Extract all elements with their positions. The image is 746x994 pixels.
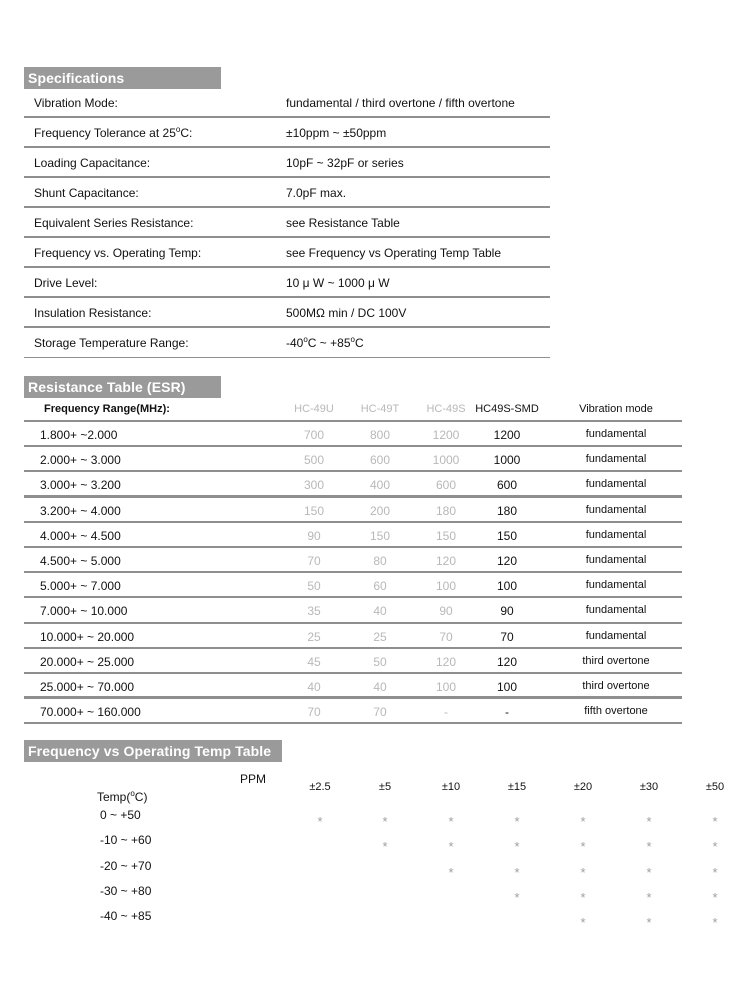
cell-hc49s: - [444, 705, 448, 720]
cell-frequency-range: 2.000+ ~ 3.000 [40, 453, 121, 468]
cell-frequency-range: 7.000+ ~ 10.000 [40, 604, 128, 619]
cell-hc49t: 80 [373, 553, 387, 568]
cell-vibration-mode: fundamental [585, 604, 647, 617]
ppm-column-header: ±2.5 [309, 781, 331, 793]
star-mark-icon: * [646, 915, 652, 931]
star-mark-icon: * [646, 814, 652, 829]
cell-hc49s-smd: 1200 [493, 428, 521, 442]
cell-vibration-mode: fundamental [585, 579, 647, 592]
star-mark-icon: * [514, 864, 520, 880]
cell-hc49t: 150 [369, 528, 391, 543]
cell-hc49s-smd: 150 [496, 528, 518, 543]
spec-label: Storage Temperature Range: [34, 336, 189, 350]
star-mark-icon: * [712, 915, 718, 931]
cell-hc49u: 300 [303, 478, 325, 493]
cell-hc49s: 90 [439, 604, 453, 619]
header-hc49s-smd: HC49S-SMD [475, 403, 539, 415]
cell-hc49s-smd: 120 [496, 553, 518, 568]
spec-label: Frequency vs. Operating Temp: [34, 246, 202, 260]
resistance-table-title: Resistance Table (ESR) [24, 376, 221, 398]
cell-hc49t: 70 [373, 705, 387, 720]
cell-hc49s: 70 [439, 629, 453, 644]
header-hc49u: HC-49U [294, 403, 334, 415]
cell-hc49u: 70 [307, 553, 321, 568]
resistance-table-body [24, 422, 682, 724]
cell-hc49u: 50 [307, 579, 321, 594]
cell-frequency-range: 3.000+ ~ 3.200 [40, 478, 121, 493]
table-row [24, 573, 682, 598]
table-row [24, 548, 682, 573]
spec-value: see Resistance Table [286, 216, 400, 230]
cell-hc49t: 40 [373, 679, 387, 694]
spec-value: -40$^o$C ~ $+85^oC$ [286, 335, 364, 350]
temp-table-title: Frequency vs Operating Temp Table [24, 740, 282, 762]
star-mark-icon: * [514, 889, 520, 905]
star-mark-icon: * [580, 889, 586, 905]
header-hc49s: HC-49S [426, 403, 466, 415]
temp-range-label: -40 ~ +85 [100, 909, 152, 924]
cell-frequency-range: 20.000+ ~ 25.000 [40, 654, 135, 669]
cell-hc49u: 500 [303, 453, 325, 468]
cell-vibration-mode: fundamental [585, 478, 647, 491]
star-mark-icon: * [580, 915, 586, 931]
star-mark-icon: * [382, 839, 388, 855]
temp-range-label: 0 ~ +50 [100, 808, 141, 822]
cell-vibration-mode: fundamental [585, 453, 647, 466]
cell-hc49s: 100 [435, 579, 457, 594]
cell-hc49t: 800 [369, 428, 391, 442]
cell-frequency-range: 70.000+ ~ 160.000 [40, 705, 141, 720]
star-mark-icon: * [514, 814, 520, 829]
cell-frequency-range: 3.200+ ~ 4.000 [40, 503, 121, 518]
spec-label: Insulation Resistance: [34, 306, 152, 320]
specifications-title: Specifications [24, 67, 221, 89]
cell-vibration-mode: third overtone [582, 654, 650, 667]
spec-row [24, 118, 550, 148]
ppm-column-header: ±5 [378, 781, 392, 793]
star-mark-icon: * [382, 814, 388, 829]
table-row [24, 422, 682, 447]
star-mark-icon: * [646, 864, 652, 880]
header-vibration-mode: Vibration mode [579, 403, 653, 415]
ppm-label: PPM [240, 772, 267, 786]
cell-hc49s: 100 [435, 679, 457, 694]
cell-hc49s: 150 [435, 528, 457, 543]
table-row [24, 674, 682, 699]
cell-hc49s-smd: 100 [496, 579, 518, 594]
cell-frequency-range: 25.000+ ~ 70.000 [40, 679, 135, 694]
star-mark-icon: * [712, 864, 718, 880]
cell-hc49s: 1000 [432, 453, 460, 468]
resistance-table-header [24, 398, 682, 422]
cell-hc49s-smd: 1000 [493, 453, 521, 468]
cell-hc49u: 70 [307, 705, 321, 720]
star-mark-icon: * [580, 814, 586, 829]
table-row [24, 472, 682, 497]
cell-frequency-range: 4.000+ ~ 4.500 [40, 528, 121, 543]
ppm-column-header: ±30 [639, 781, 659, 793]
temp-label: Temp($^o$C) [97, 789, 148, 804]
spec-value: ±10ppm ~ ±50ppm [286, 126, 387, 140]
star-mark-icon: * [712, 839, 718, 855]
cell-vibration-mode: fundamental [585, 428, 647, 440]
cell-hc49u: 35 [307, 604, 321, 619]
cell-hc49u: 45 [307, 654, 321, 669]
table-row [24, 523, 682, 548]
cell-hc49t: 60 [373, 579, 387, 594]
cell-vibration-mode: fundamental [585, 553, 647, 566]
temp-range-label: -30 ~ +80 [100, 883, 152, 898]
ppm-column-header: ±20 [573, 781, 593, 793]
temp-row [0, 884, 746, 904]
table-row [24, 624, 682, 649]
cell-vibration-mode: fundamental [585, 629, 647, 642]
cell-vibration-mode: third overtone [582, 679, 650, 692]
table-row [24, 649, 682, 674]
cell-hc49u: 150 [303, 503, 325, 518]
cell-frequency-range: 4.500+ ~ 5.000 [40, 553, 121, 568]
temp-row [0, 859, 746, 879]
temp-range-label: -20 ~ +70 [100, 858, 152, 873]
spec-label: Drive Level: [34, 276, 98, 290]
spec-row [24, 268, 550, 298]
cell-hc49u: 90 [307, 528, 321, 543]
cell-hc49t: 50 [373, 654, 387, 669]
cell-hc49s: 120 [435, 553, 457, 568]
spec-row [24, 148, 550, 178]
spec-label: Shunt Capacitance: [34, 186, 139, 200]
cell-hc49s-smd: 70 [500, 629, 514, 644]
spec-label: Frequency Tolerance at 25$^o$C: [34, 125, 193, 140]
table-row [24, 447, 682, 472]
star-mark-icon: * [712, 814, 718, 829]
header-hc49t: HC-49T [360, 403, 400, 415]
cell-frequency-range: 10.000+ ~ 20.000 [40, 629, 135, 644]
resistance-table [24, 398, 682, 724]
spec-row [24, 208, 550, 238]
star-mark-icon: * [580, 839, 586, 855]
cell-hc49s-smd: 120 [496, 654, 518, 669]
spec-value: 500MΩ min / DC 100V [286, 306, 407, 320]
specifications-table [24, 88, 550, 358]
spec-value: fundamental / third overtone / fifth overtone [286, 96, 515, 110]
spec-value: 10 μ W ~ 1000 μ W [286, 276, 390, 290]
temp-range-label: -10 ~ +60 [100, 833, 152, 848]
cell-hc49u: 40 [307, 679, 321, 694]
cell-hc49s-smd: 100 [496, 679, 518, 694]
cell-frequency-range: 1.800+ ~2.000 [40, 428, 118, 442]
spec-row [24, 88, 550, 118]
star-mark-icon: * [646, 839, 652, 855]
spec-label: Vibration Mode: [34, 96, 118, 110]
cell-hc49u: 700 [303, 428, 325, 442]
table-row [24, 598, 682, 623]
header-frequency-range: Frequency Range(MHz): [44, 403, 170, 415]
spec-row [24, 298, 550, 328]
cell-hc49s: 120 [435, 654, 457, 669]
temp-row [0, 833, 746, 853]
cell-vibration-mode: fundamental [585, 528, 647, 541]
cell-vibration-mode: fifth overtone [584, 705, 648, 718]
star-mark-icon: * [317, 814, 323, 829]
spec-value: 10pF ~ 32pF or series [286, 156, 404, 170]
star-mark-icon: * [514, 839, 520, 855]
star-mark-icon: * [448, 839, 454, 855]
cell-hc49t: 200 [369, 503, 391, 518]
ppm-column-header: ±10 [441, 781, 461, 793]
star-mark-icon: * [448, 864, 454, 880]
cell-hc49t: 400 [369, 478, 391, 493]
cell-hc49t: 600 [369, 453, 391, 468]
spec-row [24, 238, 550, 268]
spec-row [24, 328, 550, 358]
cell-hc49s-smd: - [505, 705, 509, 720]
table-row [24, 498, 682, 523]
cell-hc49s: 1200 [432, 428, 460, 442]
ppm-column-header: ±50 [705, 781, 725, 793]
spec-row [24, 178, 550, 208]
cell-hc49s: 180 [435, 503, 457, 518]
cell-hc49s-smd: 600 [496, 478, 518, 493]
table-row [24, 699, 682, 724]
ppm-column-header: ±15 [507, 781, 527, 793]
cell-hc49s: 600 [435, 478, 457, 493]
spec-label: Loading Capacitance: [34, 156, 151, 170]
cell-hc49s-smd: 90 [500, 604, 514, 619]
spec-label: Equivalent Series Resistance: [34, 216, 194, 230]
cell-hc49t: 25 [373, 629, 387, 644]
cell-hc49t: 40 [373, 604, 387, 619]
temp-row [0, 808, 746, 828]
cell-hc49s-smd: 180 [496, 503, 518, 518]
spec-value: see Frequency vs Operating Temp Table [286, 246, 502, 260]
star-mark-icon: * [712, 889, 718, 905]
cell-vibration-mode: fundamental [585, 503, 647, 516]
cell-frequency-range: 5.000+ ~ 7.000 [40, 579, 121, 594]
star-mark-icon: * [646, 889, 652, 905]
spec-value: 7.0pF max. [286, 186, 347, 200]
temp-row [0, 909, 746, 929]
star-mark-icon: * [448, 814, 454, 829]
cell-hc49u: 25 [307, 629, 321, 644]
star-mark-icon: * [580, 864, 586, 880]
